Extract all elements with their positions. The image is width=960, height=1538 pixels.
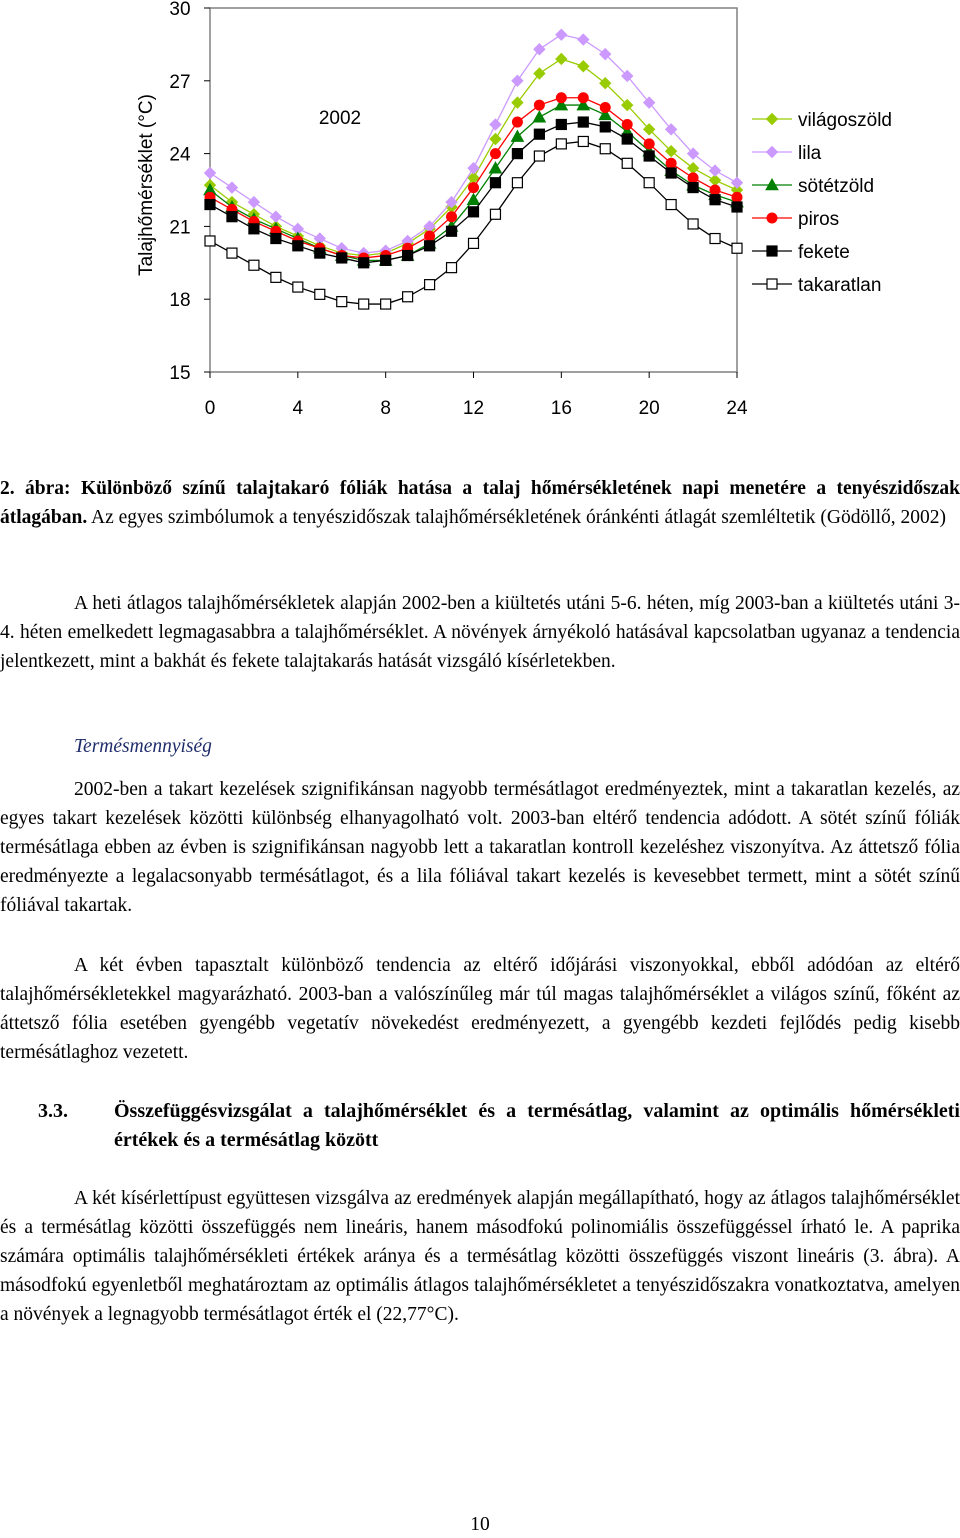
data-point [381,299,391,309]
data-point [512,178,522,188]
paragraph-2-text: 2002-ben a takart kezelések szignifikánsan nagyobb termésátlagot eredményeztek, mint a takaratlan kezelés, az egyes takart kezelések közötti különbség elhanyagolható volt. 2003-ban eltérő tendencia adódott. A sötét színű fóliák termésátlaga ebben az évben is szignifikánsan nagyobb lett a takaratlan kontroll kezeléshez viszonyítva. Az áttetsző fólia eredményezte a legalacsonyabb termésátlagot, és a lila fóliával takart kezelés is kevesebbet termett, mint a sötét színű fóliával takartak. [0,779,960,916]
data-point [469,207,479,217]
legend-marker [767,114,778,125]
data-point [271,272,281,282]
data-point [293,282,303,292]
chart-axes [169,0,748,419]
data-point [533,111,545,122]
data-point [512,97,523,108]
data-point [578,34,589,45]
legend-marker [767,213,777,223]
series-line [210,35,737,253]
paragraph-2 [0,775,960,920]
data-point [688,219,698,229]
data-point [622,119,632,129]
data-point [710,185,720,195]
y-tick-label: 30 [169,0,191,20]
data-point [710,195,720,205]
data-point [359,258,369,268]
data-point [600,102,610,112]
section-number: 3.3. [38,1100,68,1122]
data-point [732,202,742,212]
data-point [622,134,632,144]
data-point [556,93,566,103]
data-point [447,226,457,236]
data-point [556,53,567,64]
x-tick-label: 16 [550,398,572,419]
data-point [688,183,698,193]
legend-item [752,110,892,131]
data-point [666,158,676,168]
data-point [534,129,544,139]
data-point [622,158,632,168]
legend-marker [767,279,777,289]
data-point [534,44,545,55]
paragraph-1-text: A heti átlagos talajhőmérsékletek alapján 2002-ben a kiültetés utáni 5-6. héten, míg 2003-ban a kiültetés utáni 3-4. héten emelkedett legmagasabbra a talajhőmérséklet. A növények árnyékoló hatásával kapcsolatban ugyanaz a tendencia jelentkezett, mint a bakhát és fekete talajtakarás hatását vizsgáló kísérletekben. [0,593,960,672]
data-point [578,61,589,72]
data-point [205,236,215,246]
page-number: 10 [470,1514,490,1535]
data-point [248,197,259,208]
data-point [447,263,457,273]
data-point [556,119,566,129]
legend-item [752,176,874,197]
data-point [490,209,500,219]
y-tick-label: 27 [169,71,191,93]
data-point [490,178,500,188]
legend-marker [767,246,777,256]
subheading: Termésmennyiség [74,736,212,757]
data-point [688,173,698,183]
y-tick-label: 21 [169,217,191,239]
data-point [468,194,480,205]
data-point [556,139,566,149]
x-tick-label: 24 [726,398,748,419]
legend-item [752,242,850,263]
data-point [732,177,743,188]
figure-caption-text: Az egyes szimbólumok a tenyészidőszak talajhőmérsékletének óránkénti átlagát szemléltetik (Gödöllő, 2002) [87,507,947,528]
series-1 [205,53,743,261]
legend-label: piros [798,209,840,230]
data-point [534,100,544,110]
data-point [556,29,567,40]
data-point [512,75,523,86]
legend-marker [767,147,778,158]
series-2 [205,29,743,258]
data-point [249,260,259,270]
legend-label: fekete [798,242,850,263]
data-point [359,299,369,309]
data-point [666,168,676,178]
x-tick-label: 8 [380,398,391,419]
data-point [403,251,413,261]
data-point [249,224,259,234]
data-point [644,178,654,188]
temperature-line-chart [0,0,960,440]
paragraph-4 [0,1184,960,1329]
data-point [666,200,676,210]
data-point [337,297,347,307]
data-point [469,183,479,193]
data-point [534,68,545,79]
data-point [490,119,501,130]
data-point [732,243,742,253]
data-point [381,255,391,265]
data-point [403,292,413,302]
y-tick-label: 24 [169,144,191,166]
data-point [425,231,435,241]
data-point [447,212,457,222]
paragraph-3-text: A két évben tapasztalt különböző tendencia az eltérő időjárási viszonyokkal, ebből adódóan az eltérő talajhőmérsékletekkel magyarázható. 2003-ban a valószínűleg már túl magas talajhőmérséklet a világos színű, főként az áttetsző fólia esetében gyengébb vegetatív növekedést eredményezett, a gyengébb kezdeti fejlődés pedig kisebb termésátlaghoz vezetett. [0,955,960,1063]
data-point [490,149,500,159]
legend-label: sötétzöld [798,176,875,197]
data-point [578,117,588,127]
data-point [578,93,588,103]
x-tick-label: 12 [462,398,485,419]
data-point [337,253,347,263]
data-point [710,234,720,244]
data-point [489,162,501,173]
legend-label: lila [798,143,822,164]
data-point [578,136,588,146]
legend-label: világoszöld [798,110,892,131]
data-point [226,182,237,193]
data-point [600,122,610,132]
data-point [490,134,501,145]
legend-item [752,143,822,164]
data-point [710,165,721,176]
chart-title: 2002 [318,108,362,129]
data-point [644,151,654,161]
data-point [425,280,435,290]
y-axis-label: Talajhőmérséklet (°C) [136,94,157,276]
x-tick-label: 4 [292,398,304,419]
y-tick-label: 18 [169,290,191,312]
data-point [205,168,216,179]
data-point [227,212,237,222]
data-point [732,192,742,202]
data-point [271,234,281,244]
data-point [688,163,699,174]
legend-item [752,209,839,230]
data-point [227,248,237,258]
chart-legend [752,110,892,296]
data-point [512,149,522,159]
series-line [210,59,737,256]
data-point [600,144,610,154]
data-point [315,248,325,258]
x-tick-label: 0 [204,398,216,419]
data-point [425,241,435,251]
data-point [644,139,654,149]
paragraph-4-text: A két kísérlettípust együttesen vizsgálva az eredmények alapján megállapítható, hogy az átlagos talajhőmérséklet és a termésátlag közötti összefüggés nem lineáris, hanem másodfokú polinomiális összefüggéssel írható le. A paprika számára optimális talajhőmérsékleti értékek aránya és a termésátlag közötti összefüggés viszont lineáris (3. ábra). A másodfokú egyenletből meghatároztam az optimális átlagos talajhőmérsékletet a tenyészidőszakra vonatkoztatva, amelyen a növények a legnagyobb termésátlagot érték el (22,77°C). [0,1188,960,1325]
paragraph-3 [0,951,960,1067]
data-point [205,200,215,210]
section-title: Összefüggésvizsgálat a talajhőmérséklet és a termésátlag, valamint az optimális hőmérsékleti értékek és a termésátlag között [114,1100,960,1151]
figure-caption [0,474,960,532]
data-point [469,238,479,248]
legend-item [752,275,881,296]
data-point [512,117,522,127]
paragraph-1 [0,589,960,676]
chart-series [204,29,743,309]
figure-caption-label: 2. ábra: Különböző színű talajtakaró fóliák hatása a talaj hőmérsékletének napi menetére a tenyészidőszak átlagában. [0,478,960,528]
y-tick-label: 15 [169,363,191,384]
data-point [534,151,544,161]
data-point [315,289,325,299]
x-tick-label: 20 [638,398,660,419]
legend-label: takaratlan [798,275,882,296]
data-point [270,211,281,222]
data-point [293,241,303,251]
